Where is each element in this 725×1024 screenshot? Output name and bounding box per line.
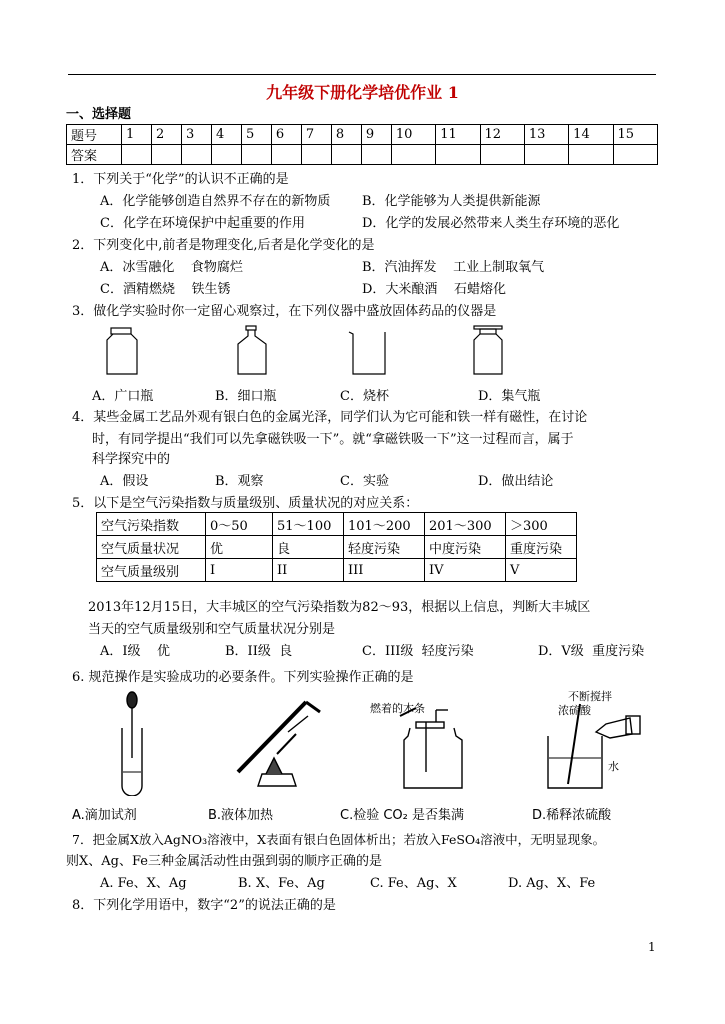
q2-option-b: B．汽油挥发 工业上制取氧气 [362, 260, 545, 275]
table-cell: I [206, 559, 273, 582]
answer-cell[interactable] [271, 145, 301, 165]
header-rule [68, 74, 656, 75]
table-cell: II [273, 559, 344, 582]
q1-stem: 1．下列关于“化学”的认识不正确的是 [72, 172, 289, 187]
answer-cell[interactable] [569, 145, 613, 165]
q1-option-a: A．化学能够创造自然界不存在的新物质 [100, 194, 331, 209]
answer-table [66, 124, 658, 165]
answer-cell[interactable] [391, 145, 435, 165]
q3-option-d: D．集气瓶 [478, 389, 541, 404]
answer-table-label: 答案 [67, 145, 122, 165]
q4-option-b: B．观察 [215, 474, 264, 489]
q5-stem: 5．以下是空气污染指数与质量级别、质量状况的对应关系： [72, 496, 419, 511]
table-cell: 中度污染 [425, 536, 506, 559]
table-cell: 空气质量状况 [97, 536, 206, 559]
wide-mouth-bottle-icon [107, 328, 137, 374]
answer-number: 9 [361, 125, 391, 145]
q5-context-line1: 2013年12月15日，大丰城区的空气污染指数为82～93，根据以上信息，判断大丰城区 [88, 600, 591, 615]
table-cell: 空气污染指数 [97, 513, 206, 536]
q5-context-line2: 当天的空气质量级别和空气质量状况分别是 [88, 622, 336, 637]
q2-option-c: C．酒精燃烧 铁生锈 [100, 282, 231, 297]
table-cell: 0～50 [206, 513, 273, 536]
q1-option-b: B．化学能够为人类提供新能源 [362, 194, 541, 209]
q6-stem: 6. 规范操作是实验成功的必要条件。下列实验操作正确的是 [72, 670, 414, 685]
q3-stem: 3．做化学实验时你一定留心观察过，在下列仪器中盛放固体药品的仪器是 [72, 304, 497, 319]
answer-cell[interactable] [241, 145, 271, 165]
table-cell: 重度污染 [506, 536, 577, 559]
answer-number: 12 [480, 125, 524, 145]
table-cell: 良 [273, 536, 344, 559]
table-cell: 101～200 [344, 513, 425, 536]
narrow-mouth-bottle-icon [238, 326, 266, 374]
table-cell: 空气质量级别 [97, 559, 206, 582]
heating-test-tube-icon [238, 702, 320, 786]
answer-cell[interactable] [181, 145, 211, 165]
q4-option-c: C．实验 [340, 474, 389, 489]
answer-cell[interactable] [122, 145, 152, 165]
answer-number: 1 [122, 125, 152, 145]
q6-option-a: A.滴加试剂 [72, 808, 137, 823]
q5-option-d: D．V级 重度污染 [538, 644, 645, 659]
table-cell: 201～300 [425, 513, 506, 536]
page-number: 1 [648, 940, 656, 954]
q4-option-a: A．假设 [100, 474, 149, 489]
table-cell: IV [425, 559, 506, 582]
q5-option-a: A．I级 优 [100, 644, 171, 659]
q6-operations-figure [70, 688, 660, 796]
q1-option-c: C．化学在环境保护中起重要的作用 [100, 216, 305, 231]
answer-number: 10 [391, 125, 435, 145]
table-row [97, 536, 577, 559]
answer-cell[interactable] [524, 145, 568, 165]
answer-table-number-row [67, 125, 658, 145]
q7-stem-line2: 则X、Ag、Fe三种金属活动性由强到弱的顺序正确的是 [66, 854, 382, 869]
answer-number: 2 [151, 125, 181, 145]
q7-option-c: C. Fe、Ag、X [370, 876, 457, 891]
q3-option-c: C．烧杯 [340, 389, 389, 404]
answer-number: 5 [241, 125, 271, 145]
table-cell: III [344, 559, 425, 582]
table-row [97, 513, 577, 536]
beaker-icon [349, 332, 385, 374]
answer-table-answer-row [67, 145, 658, 165]
q4-option-d: D．做出结论 [478, 474, 554, 489]
answer-cell[interactable] [480, 145, 524, 165]
q6-water-label: 水 [608, 760, 619, 773]
q6-option-b: B.液体加热 [208, 808, 274, 823]
q3-apparatus-figure [100, 322, 580, 378]
answer-cell[interactable] [361, 145, 391, 165]
q1-option-d: D．化学的发展必然带来人类生存环境的恶化 [362, 216, 620, 231]
answer-table-label: 题号 [67, 125, 122, 145]
answer-number: 7 [301, 125, 331, 145]
q4-stem-line3: 科学探究中的 [92, 452, 171, 467]
q4-stem-line1: 4．某些金属工艺品外观有银白色的金属光泽，同学们认为它可能和铁一样有磁性，在讨论 [72, 410, 588, 425]
gas-bottle-splint-icon [400, 708, 462, 788]
q7-option-d: D. Ag、X、Fe [508, 876, 596, 891]
q7-option-a: A. Fe、X、Ag [100, 876, 187, 891]
q2-option-a: A．冰雪融化 食物腐烂 [100, 260, 243, 275]
dropper-test-tube-icon [122, 692, 142, 796]
table-cell: 51～100 [273, 513, 344, 536]
table-row [97, 559, 577, 582]
gas-jar-icon [474, 326, 502, 374]
answer-number: 3 [181, 125, 211, 145]
q6-splint-label: 燃着的木条 [370, 702, 425, 715]
q8-stem: 8．下列化学用语中，数字“2”的说法正确的是 [72, 898, 336, 913]
table-cell: ＞300 [506, 513, 577, 536]
answer-number: 14 [569, 125, 613, 145]
q5-pollution-table [96, 512, 577, 582]
page-title: 九年级下册化学培优作业 1 [266, 83, 459, 102]
answer-cell[interactable] [331, 145, 361, 165]
answer-number: 6 [271, 125, 301, 145]
q2-stem: 2．下列变化中,前者是物理变化,后者是化学变化的是 [72, 238, 375, 253]
answer-cell[interactable] [211, 145, 241, 165]
q7-stem-line1: 7．把金属X放入AgNO₃溶液中，X表面有银白色固体析出；若放入FeSO₄溶液中，无明显现象。 [72, 832, 606, 847]
table-cell: V [506, 559, 577, 582]
q6-acid-label: 浓硫酸 [558, 704, 591, 717]
table-cell: 轻度污染 [344, 536, 425, 559]
table-cell: 优 [206, 536, 273, 559]
answer-cell[interactable] [613, 145, 658, 165]
answer-number: 8 [331, 125, 361, 145]
q3-option-b: B．细口瓶 [215, 389, 277, 404]
answer-number: 4 [211, 125, 241, 145]
q5-option-b: B．II级 良 [225, 644, 293, 659]
q6-option-d: D.稀释浓硫酸 [532, 808, 612, 823]
answer-number: 11 [436, 125, 480, 145]
q7-option-b: B. X、Fe、Ag [238, 876, 325, 891]
q5-option-c: C．III级 轻度污染 [362, 644, 474, 659]
answer-cell[interactable] [436, 145, 480, 165]
q6-option-c: C.检验 CO₂ 是否集满 [340, 808, 464, 823]
q6-stir-label: 不断搅拌 [568, 690, 612, 703]
answer-number: 13 [524, 125, 568, 145]
section-heading: 一、选择题 [66, 107, 132, 122]
answer-cell[interactable] [151, 145, 181, 165]
answer-number: 15 [613, 125, 658, 145]
answer-cell[interactable] [301, 145, 331, 165]
q2-option-d: D．大米酿酒 石蜡熔化 [362, 282, 506, 297]
q4-stem-line2: 时，有同学提出“我们可以先拿磁铁吸一下”。就“拿磁铁吸一下”这一过程而言，属于 [92, 432, 574, 447]
q3-option-a: A．广口瓶 [92, 389, 154, 404]
